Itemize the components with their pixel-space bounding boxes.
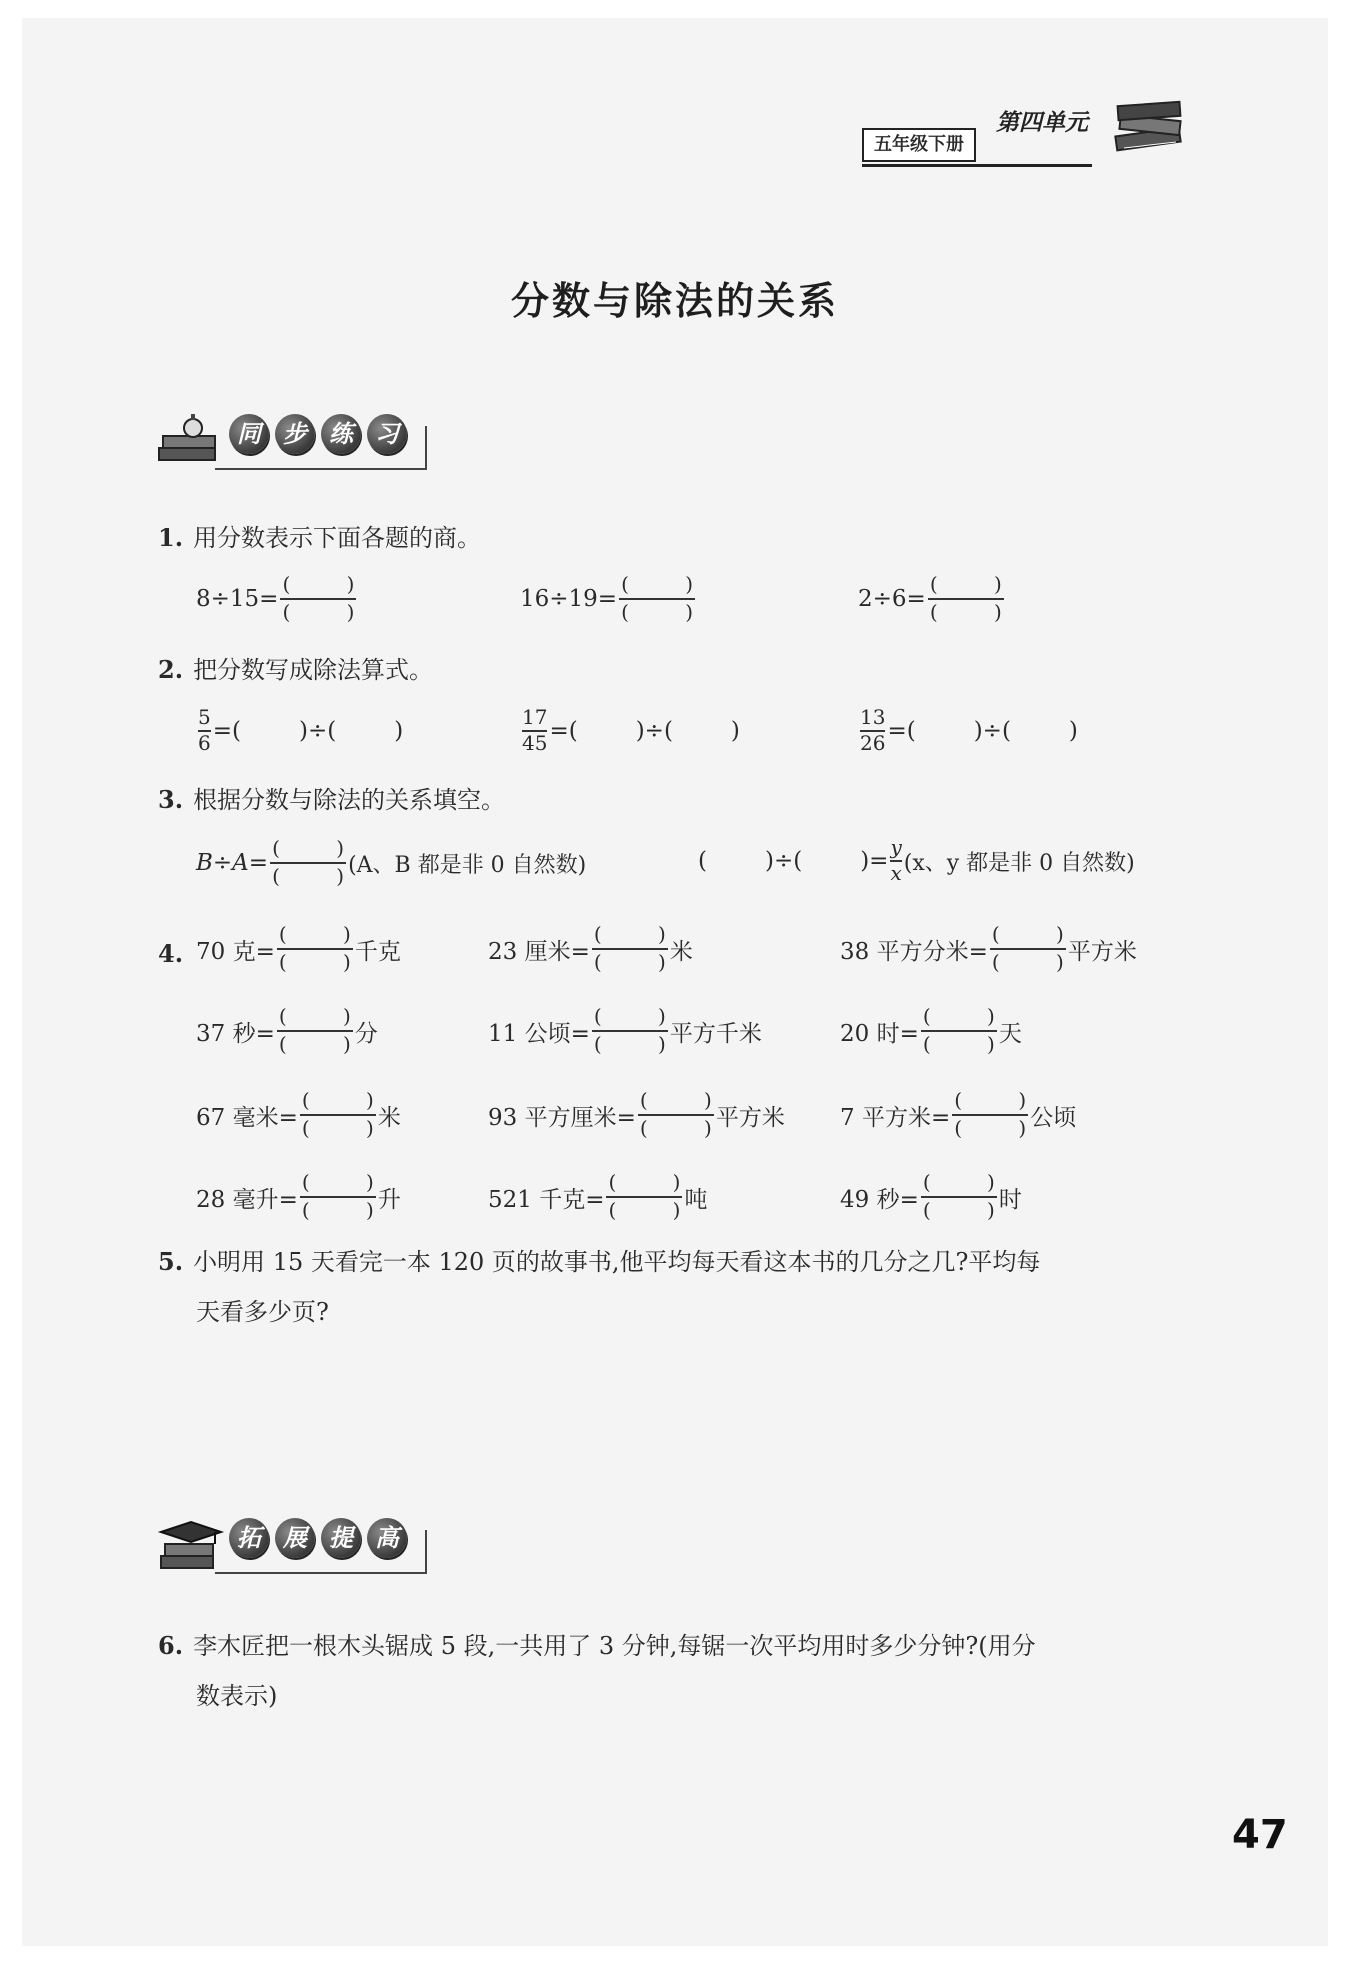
blank-fraction[interactable]: ( ) ( )	[639, 1088, 712, 1140]
question-number: 3.	[158, 785, 184, 814]
q4-item: 38 平方分米= ( ) ( ) 平方米	[840, 922, 1137, 974]
badge-char: 展	[275, 1518, 315, 1558]
badge-char: 同	[229, 414, 269, 454]
q4-item: 521 千克= ( ) ( ) 吨	[488, 1170, 708, 1222]
expression: 8÷15=	[196, 586, 279, 612]
page-number: 47	[1232, 1812, 1288, 1858]
blank-fraction[interactable]: ( ) ( )	[922, 1170, 995, 1222]
question-1	[158, 522, 481, 554]
blank-fraction[interactable]: ( ) ( )	[608, 1170, 681, 1222]
equals-open: =(	[887, 718, 916, 744]
expression: 2÷6=	[858, 586, 926, 612]
grade-label: 五年级下册	[862, 128, 976, 162]
condition-note: (x、y 都是非 0 自然数)	[903, 850, 1135, 876]
equals-open: =(	[212, 718, 241, 744]
question-text: 根据分数与除法的关系填空。	[193, 786, 506, 814]
badge-char: 习	[367, 414, 407, 454]
question-number: 1.	[158, 523, 184, 552]
section-extension-badge	[155, 1518, 427, 1574]
blank-fraction[interactable]: ( ) ( )	[282, 572, 355, 624]
badge-char: 拓	[229, 1518, 269, 1558]
blank-fraction[interactable]: ( ) ( )	[593, 1004, 666, 1056]
question-number: 5.	[158, 1247, 184, 1276]
badge-char: 步	[275, 414, 315, 454]
q4-item: 67 毫米= ( ) ( ) 米	[196, 1088, 401, 1140]
badge-characters	[229, 1518, 407, 1558]
question-text: 李木匠把一根木头锯成 5 段,一共用了 3 分钟,每锯一次平均用时多少分钟?(用分	[193, 1632, 1036, 1660]
question-6	[158, 1630, 1036, 1662]
question-5-continued: 天看多少页?	[196, 1298, 329, 1326]
q1-item	[196, 572, 358, 626]
open-paren: (	[698, 848, 707, 874]
expression: 16÷19=	[520, 586, 618, 612]
equals: )=	[860, 848, 889, 874]
question-6-continued: 数表示)	[196, 1682, 278, 1710]
page-title: 分数与除法的关系	[510, 278, 839, 323]
fraction: $\frac{y}{x}$	[890, 835, 902, 885]
badge-char: 提	[321, 1518, 361, 1558]
books-icon	[1110, 96, 1190, 162]
q1-item	[858, 572, 1006, 626]
unit-title: 第四单元	[996, 110, 1088, 136]
q1-item	[520, 572, 697, 626]
q4-item: 11 公顷= ( ) ( ) 平方千米	[488, 1004, 762, 1056]
badge-characters	[229, 414, 407, 454]
divide-sign: )÷(	[973, 718, 1011, 744]
blank-fraction[interactable]: ( ) ( )	[922, 1004, 995, 1056]
question-number: 6.	[158, 1631, 184, 1660]
fraction: $\frac{13}{26}$	[860, 705, 886, 755]
blank-fraction[interactable]: ( ) ( )	[929, 572, 1002, 624]
blank-fraction[interactable]: ( ) ( )	[272, 836, 345, 888]
section-practice-badge	[155, 414, 427, 470]
divide-sign: )÷(	[635, 718, 673, 744]
close-paren: )	[730, 718, 740, 744]
q4-item: 7 平方米= ( ) ( ) 公顷	[840, 1088, 1077, 1140]
q4-item: 37 秒= ( ) ( ) 分	[196, 1004, 378, 1056]
question-text: 小明用 15 天看完一本 120 页的故事书,他平均每天看这本书的几分之几?平均每	[193, 1248, 1041, 1276]
badge-char: 练	[321, 414, 361, 454]
q4-item: 70 克= ( ) ( ) 千克	[196, 922, 401, 974]
question-number: 2.	[158, 655, 184, 684]
q3-right	[698, 836, 1135, 886]
blank-fraction[interactable]: ( ) ( )	[954, 1088, 1027, 1140]
q3-left	[196, 836, 586, 890]
equals-open: =(	[549, 718, 578, 744]
divide-sign: )÷(	[764, 848, 803, 874]
question-text: 把分数写成除法算式。	[193, 656, 434, 684]
fraction: $\frac{17}{45}$	[522, 705, 548, 755]
blank-fraction[interactable]: ( ) ( )	[621, 572, 694, 624]
q2-item	[196, 706, 403, 756]
badge-char: 高	[367, 1518, 407, 1558]
blank-fraction[interactable]: ( ) ( )	[301, 1088, 374, 1140]
q4-item: 49 秒= ( ) ( ) 时	[840, 1170, 1022, 1222]
question-number: 4.	[158, 939, 184, 968]
q2-item	[520, 706, 740, 756]
q4-item: 20 时= ( ) ( ) 天	[840, 1004, 1022, 1056]
question-text: 用分数表示下面各题的商。	[193, 524, 482, 552]
blank-fraction[interactable]: ( ) ( )	[278, 1004, 351, 1056]
q4-item: 93 平方厘米= ( ) ( ) 平方米	[488, 1088, 785, 1140]
question-2	[158, 654, 433, 686]
blank-fraction[interactable]: ( ) ( )	[991, 922, 1064, 974]
fraction: $\frac{5}{6}$	[198, 705, 211, 755]
close-paren: )	[1068, 718, 1078, 744]
expression: B÷A=	[196, 850, 269, 876]
blank-fraction[interactable]: ( ) ( )	[593, 922, 666, 974]
question-5	[158, 1246, 1040, 1278]
blank-fraction[interactable]: ( ) ( )	[301, 1170, 374, 1222]
question-4	[158, 938, 193, 970]
q2-item	[858, 706, 1078, 756]
divide-sign: )÷(	[298, 718, 337, 744]
close-paren: )	[394, 718, 404, 744]
q4-item: 28 毫升= ( ) ( ) 升	[196, 1170, 401, 1222]
q4-item: 23 厘米= ( ) ( ) 米	[488, 922, 693, 974]
blank-fraction[interactable]: ( ) ( )	[278, 922, 351, 974]
condition-note: (A、B 都是非 0 自然数)	[348, 852, 587, 878]
question-3	[158, 784, 505, 816]
